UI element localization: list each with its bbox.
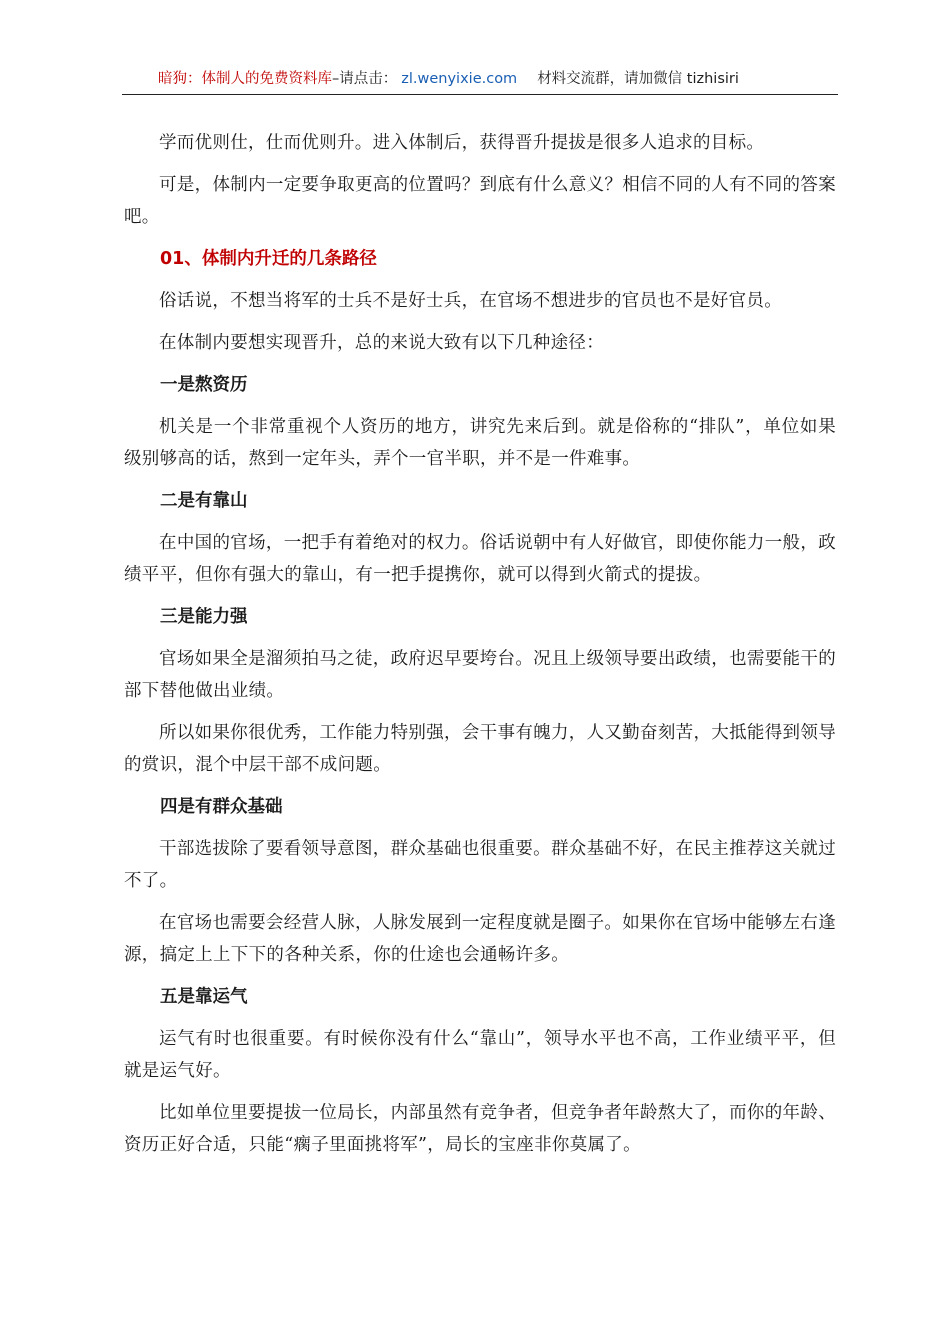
- section-1-title: 01、体制内升迁的几条路径: [160, 249, 377, 269]
- paragraph-luck-2: 比如单位里要提拔一位局长，内部虽然有竞争者，但竞争者年龄熬大了，而你的年龄、资历正好合适，只能“瘸子里面挑将军”，局长的宝座非你莫属了。: [124, 1103, 836, 1155]
- subheading-luck: 五是靠运气: [160, 987, 248, 1007]
- paragraph-ability-1: 官场如果全是溜须拍马之徒，政府迟早要垮台。况且上级领导要出政绩，也需要能干的部下替他做出业绩。: [124, 649, 836, 701]
- section-1-paragraph-2: 在体制内要想实现晋升，总的来说大致有以下几种途径：: [159, 333, 604, 353]
- paragraph-mass-base-1: 干部选拔除了要看领导意图，群众基础也很重要。群众基础不好，在民主推荐这关就过不了。: [124, 839, 836, 891]
- paragraph-seniority: 机关是一个非常重视个人资历的地方，讲究先来后到。就是俗称的“排队”，单位如果级别够高的话，熬到一定年头，弄个一官半职，并不是一件难事。: [124, 417, 836, 469]
- subheading-ability: 三是能力强: [160, 607, 248, 627]
- intro-paragraph-1: 学而优则仕，仕而优则升。进入体制后，获得晋升提拔是很多人追求的目标。: [159, 133, 765, 153]
- header-brand: 暗狗：体制人的免费资料库: [158, 71, 332, 87]
- paragraph-backer: 在中国的官场，一把手有着绝对的权力。俗话说朝中有人好做官，即使你能力一般，政绩平平，但你有强大的靠山，有一把手提携你，就可以得到火箭式的提拔。: [124, 533, 836, 585]
- paragraph-ability-2: 所以如果你很优秀，工作能力特别强，会干事有魄力，人又勤奋刻苦，大抵能得到领导的赏识，混个中层干部不成问题。: [124, 723, 836, 775]
- subheading-backer: 二是有靠山: [160, 491, 248, 511]
- page-header: [122, 68, 838, 95]
- subheading-seniority: 一是熬资历: [160, 375, 248, 395]
- header-wechat-note: 材料交流群，请加微信 tizhisiri: [537, 71, 739, 87]
- article-body: [124, 127, 836, 1171]
- section-1-paragraph-1: 俗话说，不想当将军的士兵不是好士兵，在官场不想进步的官员也不是好官员。: [159, 291, 782, 311]
- paragraph-luck-1: 运气有时也很重要。有时候你没有什么“靠山”，领导水平也不高，工作业绩平平，但就是运气好。: [124, 1029, 836, 1081]
- header-url-link[interactable]: zl.wenyixie.com: [401, 71, 518, 87]
- intro-paragraph-2: 可是，体制内一定要争取更高的位置吗？到底有什么意义？相信不同的人有不同的答案吧。: [124, 175, 836, 227]
- subheading-mass-base: 四是有群众基础: [160, 797, 283, 817]
- paragraph-mass-base-2: 在官场也需要会经营人脉，人脉发展到一定程度就是圈子。如果你在官场中能够左右逢源，搞定上上下下的各种关系，你的仕途也会通畅许多。: [124, 913, 836, 965]
- header-click-prompt: –请点击：: [332, 71, 398, 87]
